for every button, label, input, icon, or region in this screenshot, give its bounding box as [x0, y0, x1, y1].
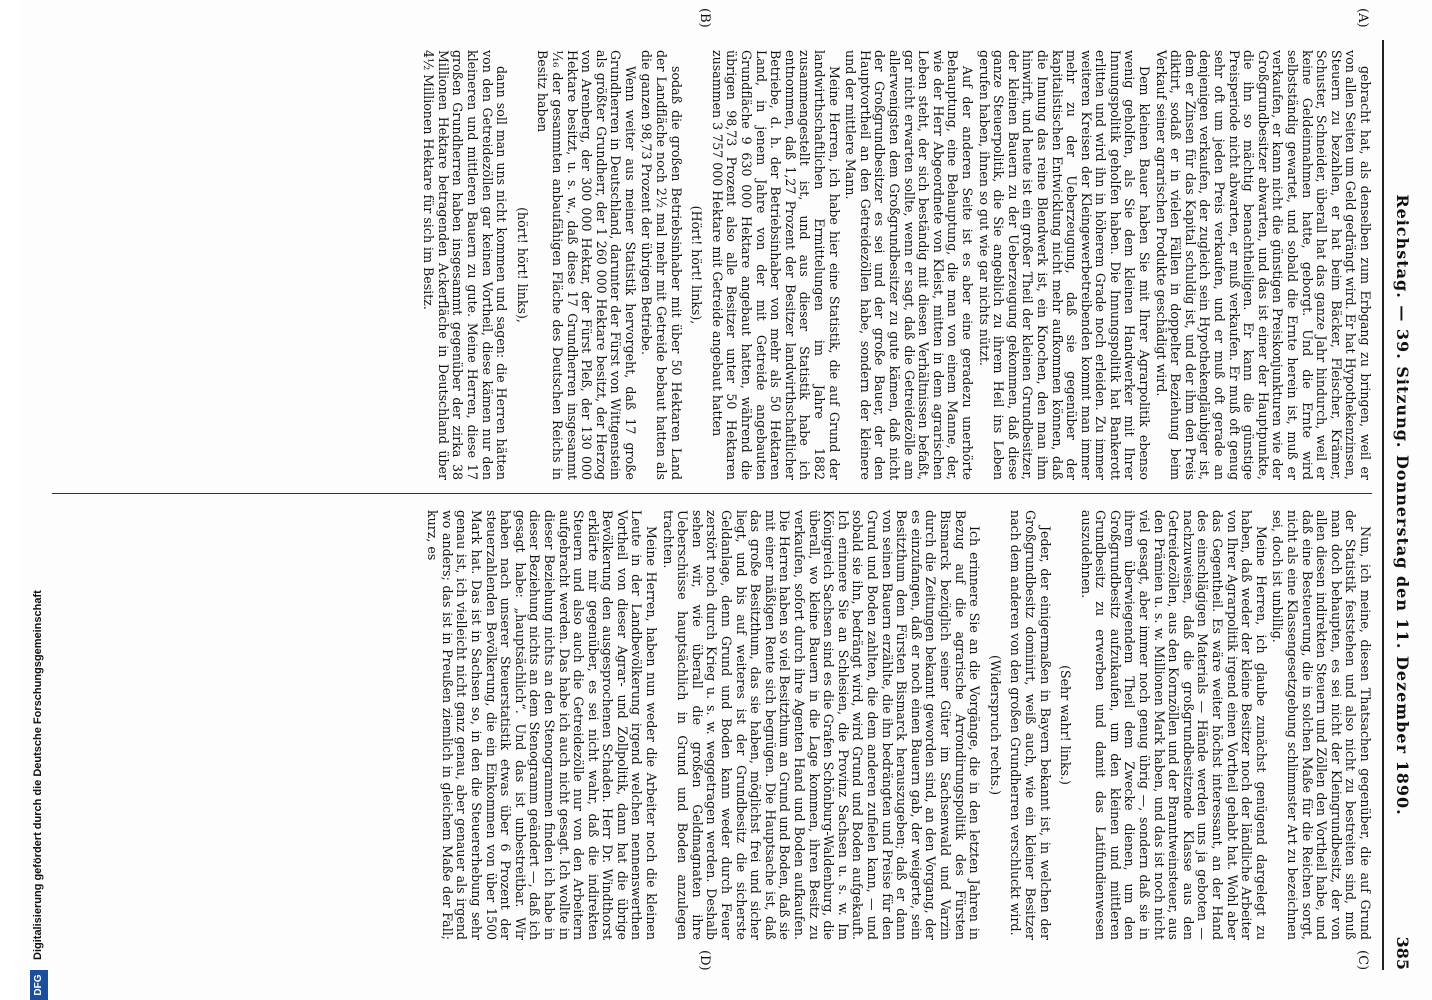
left-column: [419, 50, 1372, 480]
footer-text: Digitalisierung gefördert durch die Deutsche Forschungsgemeinschaft: [32, 590, 44, 960]
right-column: [423, 510, 1372, 940]
interjection: (hört! hört! links),: [514, 207, 530, 323]
dfg-logo: DFG: [30, 970, 48, 1000]
margin-marker-a: (A): [1355, 8, 1370, 28]
column-divider: [52, 493, 1372, 494]
paragraph: Auf der anderen Seite ist es aber eine geradezu unerhörte Behauptung, eine Behauptung, die man von einem Manne, der, wie der Herr Abgeordnete von Kleist, mitten in dem agrarischen Leben steht, der sich beständig mit diesen Verhältnissen befaßt, gar nicht erwarten sollte, wenn er sagt, daß die Getreidezölle am allerwenigsten dem Großgrundbesitzer zu gute kämen, daß nicht der Großgrundbesitzer es sei und der große Bauer, der den Hauptvortheil an den Getreidezöllen habe, sondern der kleinere und der mittlere Mann.: [843, 50, 975, 480]
paragraph: sodaß die großen Betriebsinhaber mit über 50 Hektaren Land der Landfläche noch 2½ mal mehr mit Getreide bebaut hatten als die ganzen 98,73 Prozent der übrigen Betriebe.: [639, 50, 684, 480]
paragraph: Nun, ich meine, diesen Thatsachen gegenüber, die auf Grund der Statistik feststehen und also nicht zu bestreiten sind, muß man doch behaupten, es sei nicht der Kleingrundbesitz, der von allen diesen indirekten Steuern und Zöllen den Vortheil habe, und daß eine Besteuerung, die in solchen Maße für die Reichen sorgt, nicht als eine Klassengesetzgebung schlimmster Art zu bezeichnen sei, doch ist unbillig.: [1270, 510, 1373, 940]
paragraph: gebracht hat, als denselben zum Erbgang zu bringen, weil er von allen Seiten um Geld gedrängt wird. Er hat Hypothekenzinsen, Steuern zu bezahlen, er hat beim Bäcker, Fleischer, Krämer, Schuster, Schneider, überall hat das ganze Jahr hindurch, weil er keine Geldeinnahmen hatte, geborgt. Und die Ernte wird selbstständig gewartet, und sobald die Ernte herein ist, muß er verkaufen, er kann nicht die günstigen Preiskonjunkturen wie der Großgrundbesitzer abwarten, und das ist einer der Hauptpunkte, die ihn so mächtig benachtheiligen. Er kann die günstige Preisperiode nicht abwarten, er muß verkaufen. Er muß oft genug sehr oft um jeden Preis verkaufen, und er muß oft gerade an denjenigen verkaufen, der zugleich sein Hypothekengläubiger ist, dem er Zinsen für das Kapital schuldig ist, und der ihm den Preis diktirt, sodaß er in vielen Fällen in doppelter Beziehung beim Verkauf seiner agrarischen Produkte geschädigt wird.: [1153, 50, 1373, 480]
paragraph: Meine Herren, ich habe hier eine Statistik, die auf Grund der landwirthschaftlichen Ermittelungen im Jahre 1882 zusammengestellt ist, und aus dieser Statistik habe ich entnommen, daß 1,27 Prozent der Besitzer landwirthschaftlicher Betriebe, d. h. der Betriebsinhaber von mehr als 50 Hektaren Land, in jenem Jahre von der mit Getreide angebauten Grundfläche 9 630 000 Hektare angebaut hatten, während die übrigen 98,73 Prozent also alle Besitzer unter 50 Hektaren zusammen 3 757 000 Hektare mit Getreide angebaut hatten: [709, 50, 842, 480]
paragraph: Jeder, der einigermaßen in Bayern bekannt ist, in welchen der Großgrundbesitz dominirt, weiß auch, wie ein kleiner Besitzer nach dem anderen von den großen Grundherren verschluckt wird.: [1008, 510, 1053, 940]
page-header: [1386, 40, 1412, 970]
interjection: (Hört! hört! links),: [689, 205, 705, 325]
interjection: (Widerspruch rechts.): [987, 654, 1003, 796]
page-number: 385: [1393, 936, 1412, 970]
margin-marker-d: (D): [697, 950, 712, 971]
paragraph: Ich erinnere Sie an die Vorgänge, die in den letzten Jahren in Bezug auf die agrarische Arrondirungspolitik des Fürsten Bismarck bezüglich seiner Güter im Sachsenwald und Varzin durch die Zeitungen bekannt geworden sind, an den Vorgang, der es einzufangen, daß er noch einen Bauern gab, der weigerte, sein Besitzthum dem Fürsten Bismarck herauszugeben; daß er dann von seinen Bauern erzählte, die ihn bedrängten und Preise für den Grund und Boden zahlten, die dem anderen zufielen kann, — und sobald sie ihn, bedrängt wird, wird Grund und Boden aufgekauft. Ich erinnere Sie an Schlesien, die Provinz Sachsen u. s. w. Im Königreich Sachsen sind es die Grafen Schönburg-Waldenburg, die überall, wo kleine Bauern in die Lage kommen, ihren Besitz zu verkaufen, sofort durch ihre Agenten Hand und Boden aufkaufen. Die Herren haben so viel Besitzthum an Grund und Boden, daß sie mit einer mäßigen Rente sich begnügen. Die Hauptsache ist, daß das große Besitzthum, das sie haben, möglichst frei und sicher liegt, und bis auf weiteres ist der Grundbesitz die sicherste Geldanlage, denn Grund und Boden kann weder durch Feuer zerstört noch durch Krieg u. s. w. weggetragen werden. Deshalb sehen wir, wie überall die großen Geldmagnaten ihre Ueberschüsse hauptsächlich in Grund und Boden anzulegen trachten.: [660, 510, 983, 940]
paragraph: Meine Herren, ich glaube zunächst genügend dargelegt zu haben, daß weder der kleine Besitzer noch der ländliche Arbeiter von Ihrer Agrarpolitik irgend einen Vortheil gehabt hat. Wohl aber das Gegentheil. Es wäre weiter höchst interessant, an der Hand des einschlägigen Materials — Hände werden uns ja geboten — nachzuweisen, daß die großgrundbesitzende Klasse aus den Getreidezöllen, aus den Kornzöllen und der Branntweinsteuer, aus den Prämien u. s. w. Millionen Mark haben, und das ist noch nicht viel gesagt, aber immer noch genug übrig —, sondern daß sie in ihrem überwiegendem Theil dem Zwecke dienen, um den Großgrundbesitz aufzukaufen, um den kleinen und mittleren Grundbesitz zu erwerben und damit das Latifundienwesen auszudehnen.: [1078, 510, 1269, 940]
footer: [30, 0, 60, 1000]
header-rule: [1382, 40, 1384, 970]
paragraph: Meine Herren, haben nun weder die Arbeiter noch die kleinen Leute in der Landbevölkerung irgend welchen nennenswerthen Vortheil von dieser Agrar- und Zollpolitik, dann hat die übrige Bevölkerung den ausgesprochenen Schaden. Herr Dr. Windthorst erklärte mir gegenüber, es sei nicht wahr, daß die indirekten Steuern und also auch die Getreidezölle nur von den Arbeitern aufgebracht werden. Das habe ich auch nicht gesagt. Ich wollte in dieser Beziehung nichts an den Stenogrammen finden ich habe in dieser Beziehung nichts an dem Stenogramm geändert —, daß ich gesagt habe: „hauptsächlich“. Und das ist unbestreitbar. Wir haben nach unserer Steuerstatistik etwas über 6 Prozent der steuerzahlenden Bevölkerung, die ein Einkommen von über 1500 Mark hat. Das ist in Sachsen so, in den die Steuererhebung sehr genau ist, ich vielleicht nicht ganz genau, aber genauer als irgend wo anders; das ist in Preußen ziemlich in gleichem Maße der Fall; kurz, es: [425, 510, 660, 940]
scanned-page: [20, 0, 1432, 1000]
interjection: (Sehr wahr! links.): [1058, 665, 1074, 785]
margin-marker-b: (B): [697, 8, 712, 28]
paragraph: Dem kleinen Bauer haben Sie mit Ihrer Agrarpolitik ebenso wenig geholfen, als Sie dem kleinen Handwerker mit Ihrer Innungspolitik geholfen haben. Die Innungspolitik hat Bankerott erlitten und wird ihn in höherem Grade noch erleiden. Zu immer weiteren Kreisen der Kleingewerbetreibenden kommt man immer mehr zu der Ueberzeugung, daß sie gegenüber der kapitalistischen Entwicklung nicht mehr aufkommen können, daß die Innung das reine Blendwerk ist, ein Knochen, den man ihm hinwirft, und heute ist ein großer Theil der kleinen Grundbesitzer, der kleinen Bauern zu der Ueberzeugung gekommen, daß diese ganze Steuerpolitik, die Sie angeblich zu ihrem Heil ins Leben gerufen haben, ihnen so gut wie gar nichts nützt.: [976, 50, 1153, 480]
paragraph: dann soll man uns nicht kommen und sagen: die Herren hätten von den Getreidezöllen gar keinen Vortheil, diese kämen nur den kleineren und mittleren Bauern zu gute. Meine Herren, diese 17 großen Grundherren haben insgesammt gegenüber der zirka 38 Millionen Hektare betragenden Ackerfläche in Deutschland über 4½ Millionen Hektare für sich im Besitz.: [421, 50, 510, 480]
paragraph: Wenn weiter aus meiner Statistik hervorgeht, daß 17 große Grundherren in Deutschland, darunter der Fürst von Wittgenstein als größter Grundherr, der 1 260 000 Hektare besitzt, der Herzog von Arenberg, der 300 000 Hektar, der Fürst Pleß, der 130 000 Hektare besitzt, u. s. w., daß diese 17 Grundherren insgesammt ⅟₁₆ der gesammten anbaufähigen Fläche des Deutschen Reichs in Besitz haben: [535, 50, 638, 480]
margin-marker-c: (C): [1355, 950, 1370, 971]
header-title: Reichstag. — 39. Sitzung. Donnerstag den 11. Dezember 1890.: [1393, 194, 1412, 816]
